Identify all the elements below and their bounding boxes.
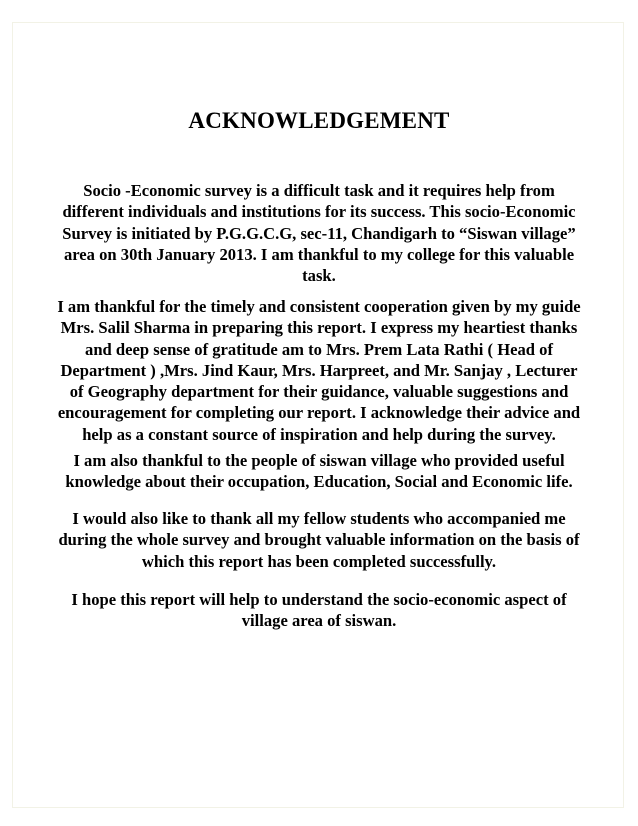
text-line: encouragement for completing our report. I acknowledge their advice and [57,403,581,423]
text-line: which this report has been completed successfully. [141,551,497,571]
text-line: of Geography department for their guidance, valuable suggestions and [69,382,569,402]
text-line: during the whole survey and brought valuable information on the basis of [58,530,580,550]
text-line: Department ) ,Mrs. Jind Kaur, Mrs. Harpreet, and Mr. Sanjay , Lecturer [60,360,578,380]
text-line: Survey is initiated by P.G.G.C.G, sec-11, Chandigarh to “Siswan village” [62,223,576,243]
paragraph-village-thanks [15,450,623,493]
text-line: I hope this report will help to understand the socio-economic aspect of [71,590,567,609]
paragraph-survey-intro [15,180,623,286]
text-line: I would also like to thank all my fellow students who accompanied me [72,509,566,528]
text-line: task. [302,266,336,286]
text-line: help as a constant source of inspiration and help during the survey. [82,424,556,444]
paragraph-guide-thanks [15,296,623,445]
text-line: I am also thankful to the people of siswan village who provided useful [73,451,565,470]
text-line: Mrs. Salil Sharma in preparing this report. I express my heartiest thanks [60,318,578,338]
text-line: village area of siswan. [241,611,397,631]
page-title: ACKNOWLEDGEMENT [188,108,450,133]
text-line: I am thankful for the timely and consistent cooperation given by my guide [57,297,581,316]
text-line: and deep sense of gratitude am to Mrs. Prem Lata Rathi ( Head of [85,339,553,359]
text-line: knowledge about their occupation, Education, Social and Economic life. [65,472,573,492]
paragraph-students-thanks [15,508,623,572]
text-line: Socio -Economic survey is a difficult task and it requires help from [83,181,555,200]
paragraph-closing-hope [15,589,623,632]
text-line: area on 30th January 2013. I am thankful to my college for this valuable [63,244,575,264]
text-line: different individuals and institutions for its success. This socio-Economic [62,202,576,222]
